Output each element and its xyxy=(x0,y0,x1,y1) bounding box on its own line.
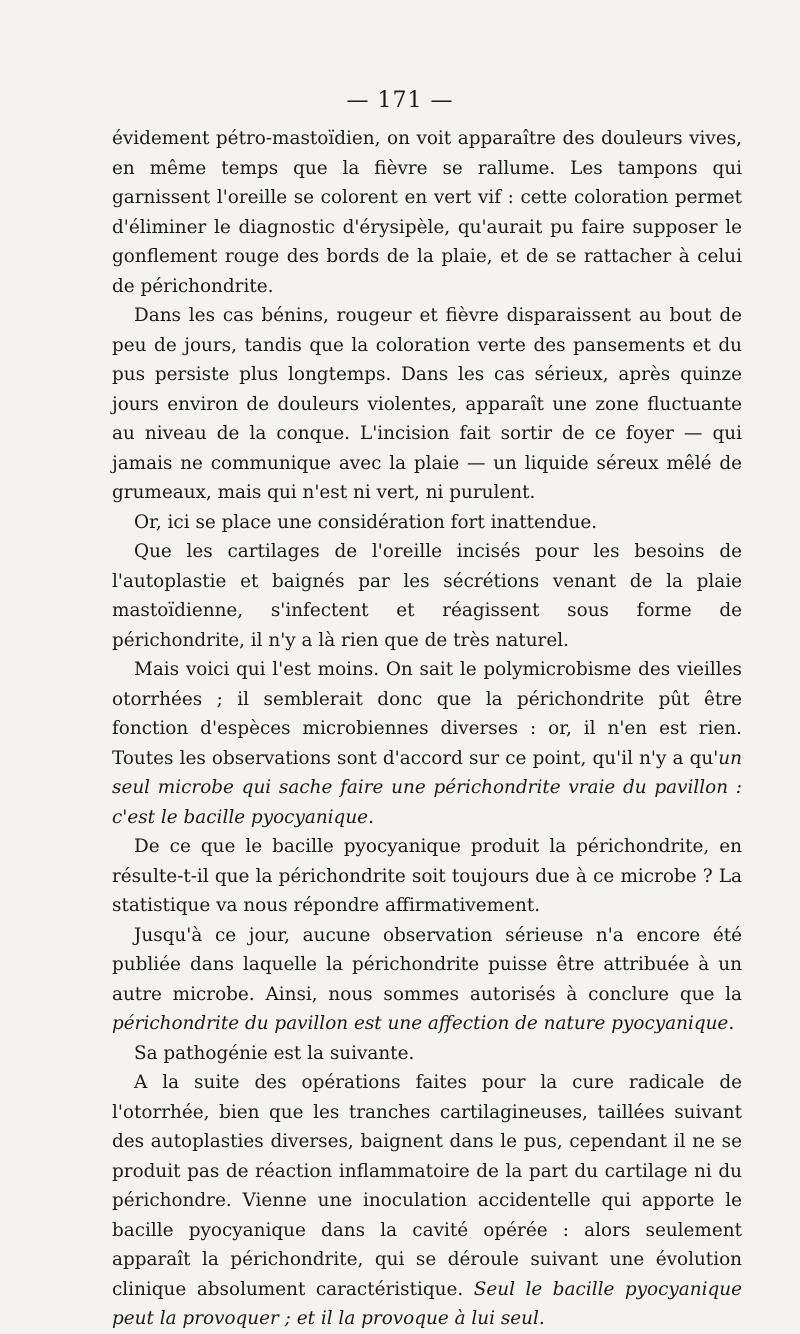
paragraph-5 xyxy=(112,655,742,832)
paragraph-7-text: Jusqu'à ce jour, aucune observation sérieuse n'a encore été publiée dans laquelle la périchondrite puisse être attribuée à un autre microbe. Ainsi, nous sommes autorisés à conclure que la xyxy=(112,924,742,1005)
paragraph-9 xyxy=(112,1068,742,1334)
paragraph-7-emphasis: périchondrite du pavillon est une affection de nature pyocyanique xyxy=(112,1013,729,1034)
paragraph-5-emphasis: un seul microbe qui sache faire une périchondrite vraie du pavillon : c'est le bacille pyocyanique xyxy=(112,747,742,828)
paragraph-8: Sa pathogénie est la suivante. xyxy=(134,1042,415,1064)
page-number: — 171 — xyxy=(346,88,454,113)
paragraph-9-end: . xyxy=(538,1308,545,1329)
paragraph-2: Dans les cas bénins, rougeur et fièvre disparaissent au bout de peu de jours, tandis que la coloration verte des pansements et du pus persiste plus longtemps. Dans les cas sérieux, après quinze jours environ de douleurs violentes, apparaît une zone fluctuante au niveau de la conque. L'incision fait sortir de ce foyer — qui jamais ne communique avec la plaie — un liquide séreux mêlé de grumeaux, mais qui n'est ni vert, ni purulent. xyxy=(112,305,742,503)
paragraph-5-text: Mais voici qui l'est moins. On sait le polymicrobisme des vieilles otorrhées ; il semblerait donc que la périchondrite pût être fonction d'espèces microbiennes diverses : or, il n'en est rien. Toutes les observations sont d'accord sur ce point, qu'il n'y a qu' xyxy=(112,659,742,769)
paragraph-9-emphasis: Seul le bacille pyocyanique peut la provoquer ; et il la provoque à lui seul xyxy=(112,1278,742,1329)
paragraph-7 xyxy=(112,921,742,1039)
paragraph-1: évidement pétro-mastoïdien, on voit apparaître des douleurs vives, en même temps que la fièvre se rallume. Les tampons qui garnissent l'oreille se colorent en vert vif : cette coloration permet d'éliminer le diagnostic d'érysipèle, qu'aurait pu faire supposer le gonflement rouge des bords de la plaie, et de se rattacher à celui de périchondrite. xyxy=(112,128,742,297)
paragraph-9-text: A la suite des opérations faites pour la cure radicale de l'otorrhée, bien que les tranches cartilagineuses, taillées suivant des autoplasties diverses, baignent dans le pus, cependant il ne se produit pas de réaction inflammatoire de la part du cartilage ni du périchondre. Vienne une inoculation accidentelle qui apporte le bacille pyocyanique dans la cavité opérée : alors seulement apparaît la périchondrite, qui se déroule suivant une évolution clinique absolument caractéristique. xyxy=(112,1072,742,1300)
body-text xyxy=(112,124,742,1334)
paragraph-3: Or, ici se place une considération fort inattendue. xyxy=(134,511,598,533)
paragraph-6: De ce que le bacille pyocyanique produit la périchondrite, en résulte-t-il que la périchondrite soit toujours due à ce microbe ? La statistique va nous répondre affirmativement. xyxy=(112,836,742,916)
paragraph-7-end: . xyxy=(728,1013,735,1034)
paragraph-4: Que les cartilages de l'oreille incisés pour les besoins de l'autoplastie et baignés par les sécrétions venant de la plaie mastoïdienne, s'infectent et réagissent sous forme de périchondrite, il n'y a là rien que de très naturel. xyxy=(112,541,742,651)
paragraph-5-end: . xyxy=(368,806,374,828)
